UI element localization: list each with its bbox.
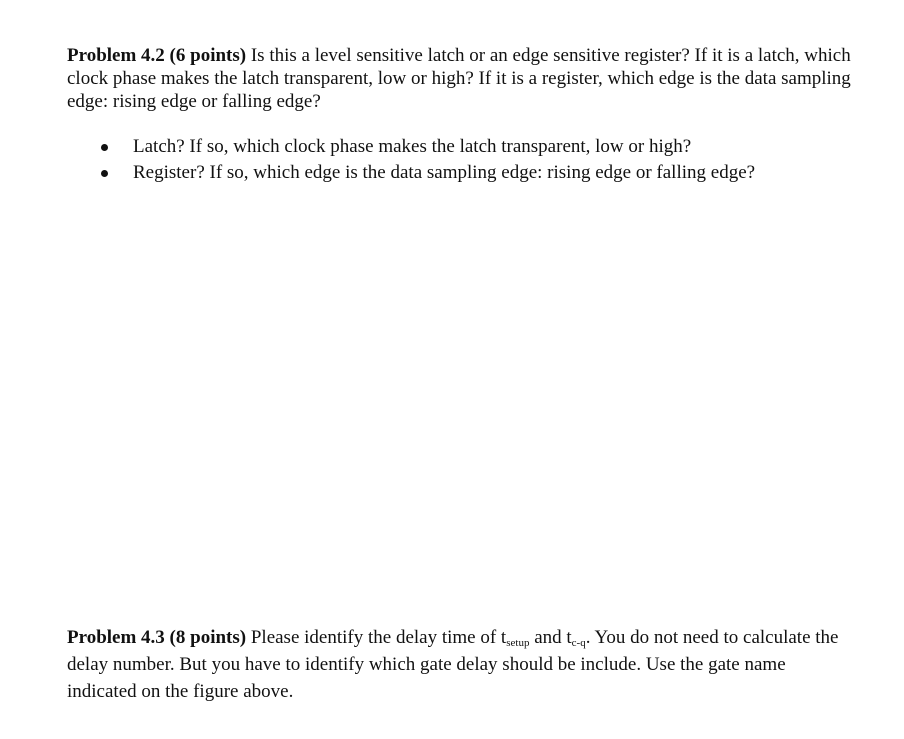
problem-4-3-text-2: and t	[529, 627, 572, 648]
list-item	[67, 134, 755, 160]
problem-4-2-bullet-list	[67, 134, 755, 186]
problem-4-3-heading: Problem 4.3 (8 points)	[67, 627, 247, 648]
bullet-text-latch: Latch? If so, which clock phase makes the latch transparent, low or high?	[133, 136, 692, 157]
problem-4-3-text-1: Please identify the delay time of t	[246, 627, 507, 648]
subscript-c-q: c-q	[571, 637, 586, 649]
problem-4-2-body: Is this a level sensitive latch or an edge sensitive register? If it is a latch, which clock phase makes the latch transparent, low or high? If it is a register, which edge is the data sampling edge: rising edge or falling edge?	[67, 45, 851, 112]
bullet-icon	[101, 170, 108, 177]
problem-4-2-heading: Problem 4.2 (6 points)	[67, 45, 247, 66]
problem-4-3-paragraph	[67, 624, 857, 705]
subscript-setup: setup	[506, 637, 530, 649]
list-item	[67, 160, 755, 186]
problem-4-3-text-3: . You do not need to calculate the delay number. But you have to identify which gate delay should be include. Use the gate name indicated on the figure above.	[67, 627, 839, 702]
problem-4-2-paragraph	[67, 44, 857, 113]
bullet-text-register: Register? If so, which edge is the data sampling edge: rising edge or falling edge?	[133, 162, 756, 183]
bullet-icon	[101, 144, 108, 151]
